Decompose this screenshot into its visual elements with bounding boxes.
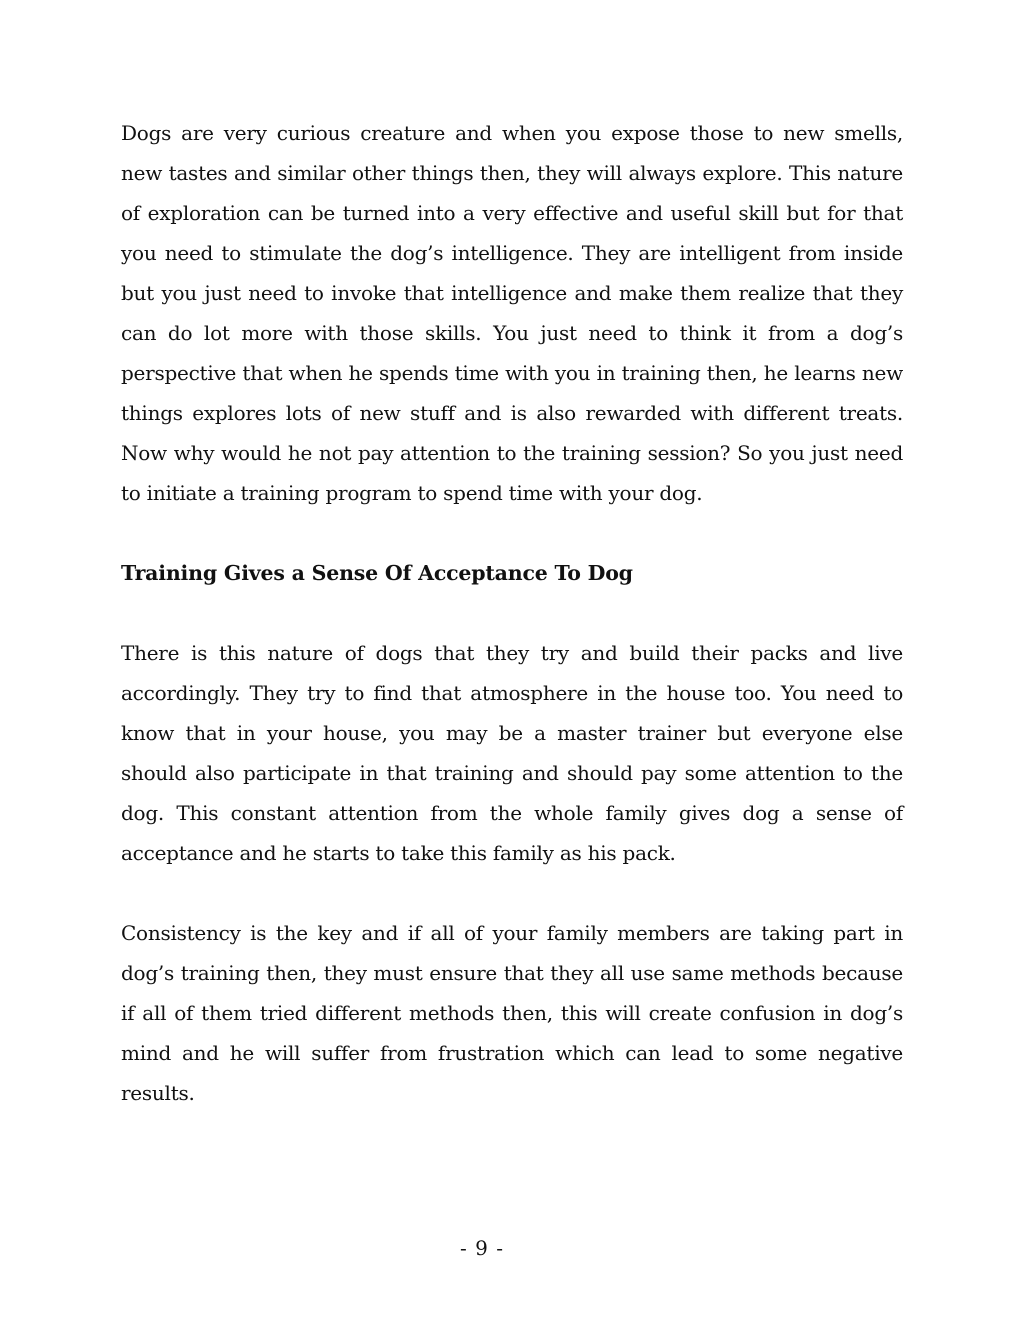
paragraph-spacer xyxy=(121,873,903,913)
section-heading: Training Gives a Sense Of Acceptance To Dog xyxy=(121,561,633,585)
paragraph-curiosity: Dogs are very curious creature and when you expose those to new smells, new tastes and similar other things then, they will always explore. This nature of exploration can be turned into a very effective and useful skill but for that you need to stimulate the dog’s intelligence. They are intelligent from inside but you just need to invoke that intelligence and make them realize that they can do lot more with those skills. You just need to think it from a dog’s perspective that when he spends time with you in training then, he learns new things explores lots of new stuff and is also rewarded with different treats. Now why would he not pay attention to the training session? So you just need to initiate a training program to spend time with your dog. xyxy=(121,121,903,505)
paragraph-consistency: Consistency is the key and if all of your family members are taking part in dog’s training then, they must ensure that they all use same methods because if all of them tried different methods then, this will create confusion in dog’s mind and he will suffer from frustration which can lead to some negative results. xyxy=(121,921,903,1105)
paragraph-spacer xyxy=(121,513,903,553)
page-number: - 9 - xyxy=(460,1236,504,1260)
heading-spacer xyxy=(121,593,903,633)
paragraph-pack: There is this nature of dogs that they try and build their packs and live accordingly. They try to find that atmosphere in the house too. You need to know that in your house, you may be a master trainer but everyone else should also participate in that training and should pay some attention to the dog. This constant attention from the whole family gives dog a sense of acceptance and he starts to take this family as his pack. xyxy=(121,641,903,865)
page-body xyxy=(121,113,903,1113)
